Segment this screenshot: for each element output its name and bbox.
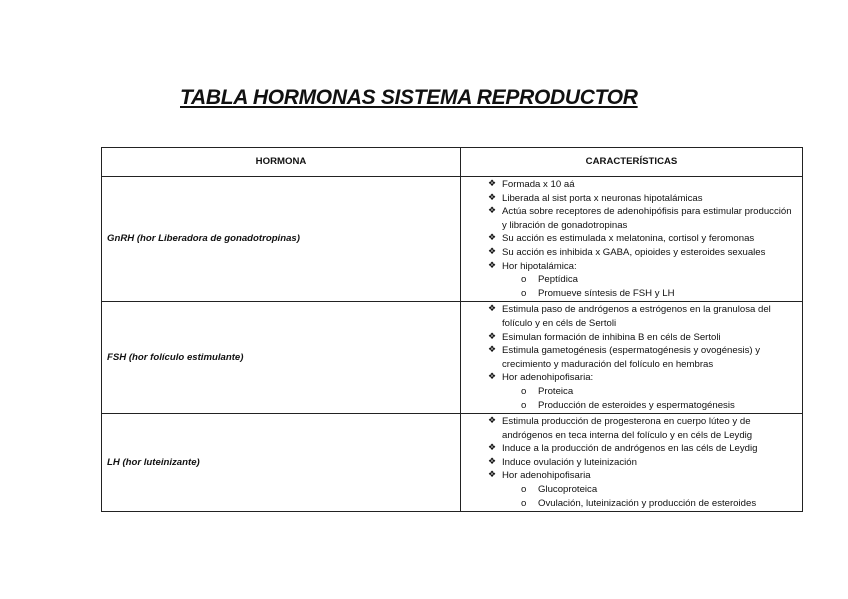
sub-list-item: o Peptídica xyxy=(508,273,798,287)
table-row-fsh xyxy=(102,302,803,414)
list-item: ❖ Actúa sobre receptores de adenohipófisis para estimular producción y libración de gonadotropinas xyxy=(488,205,798,232)
table-header-row xyxy=(102,148,803,177)
list-item: ❖ Hor adenohipofisaria: o Proteica o Producción de esteroides y espermatogénesis xyxy=(488,371,798,412)
list-item: ❖ Su acción es inhibida x GABA, opioides y esteroides sexuales xyxy=(488,246,798,260)
hormones-table xyxy=(101,147,803,512)
list-item: ❖ Formada x 10 aá xyxy=(488,178,798,192)
list-item: ❖ Induce a la producción de andrógenos en las céls de Leydig xyxy=(488,442,798,456)
sub-list xyxy=(502,385,798,412)
sub-list xyxy=(502,273,798,300)
sub-list xyxy=(502,483,798,510)
sub-list-item: o Ovulación, luteinización y producción de esteroides xyxy=(508,497,798,511)
sub-list-item: o Promueve síntesis de FSH y LH xyxy=(508,287,798,301)
list-item: ❖ Su acción es estimulada x melatonina, cortisol y feromonas xyxy=(488,232,798,246)
sub-list-item: o Producción de esteroides y espermatogénesis xyxy=(508,399,798,413)
hormone-name: LH (hor luteinizante) xyxy=(102,414,461,512)
page-title: TABLA HORMONAS SISTEMA REPRODUCTOR xyxy=(180,86,638,109)
sub-list-item: o Glucoproteica xyxy=(508,483,798,497)
list-item: ❖ Estimula producción de progesterona en cuerpo lúteo y de andrógenos en teca interna del folículo y en céls de Leydig xyxy=(488,415,798,442)
list-item: ❖ Induce ovulación y luteinización xyxy=(488,456,798,470)
list-item: ❖ Estimula paso de andrógenos a estrógenos en la granulosa del folículo y en céls de Sertoli xyxy=(488,303,798,330)
header-caracteristicas: CARACTERÍSTICAS xyxy=(461,148,803,177)
table-row-lh xyxy=(102,414,803,512)
table-row-gnrh xyxy=(102,177,803,302)
hormone-name: GnRH (hor Liberadora de gonadotropinas) xyxy=(102,177,461,302)
characteristics-list xyxy=(461,415,798,510)
header-hormona: HORMONA xyxy=(102,148,461,177)
list-item: ❖ Hor adenohipofisaria o Glucoproteica o Ovulación, luteinización y producción de esteroides xyxy=(488,469,798,510)
characteristics-cell xyxy=(461,302,803,414)
characteristics-cell xyxy=(461,177,803,302)
characteristics-list xyxy=(461,178,798,300)
list-item: ❖ Hor hipotalámica: o Peptídica o Promueve síntesis de FSH y LH xyxy=(488,260,798,301)
list-item: ❖ Esimulan formación de inhibina B en céls de Sertoli xyxy=(488,331,798,345)
characteristics-cell xyxy=(461,414,803,512)
list-item: ❖ Estimula gametogénesis (espermatogénesis y ovogénesis) y crecimiento y maduración del folículo en hembras xyxy=(488,344,798,371)
sub-list-item: o Proteica xyxy=(508,385,798,399)
hormone-name: FSH (hor folículo estimulante) xyxy=(102,302,461,414)
list-item: ❖ Liberada al sist porta x neuronas hipotalámicas xyxy=(488,192,798,206)
characteristics-list xyxy=(461,303,798,412)
